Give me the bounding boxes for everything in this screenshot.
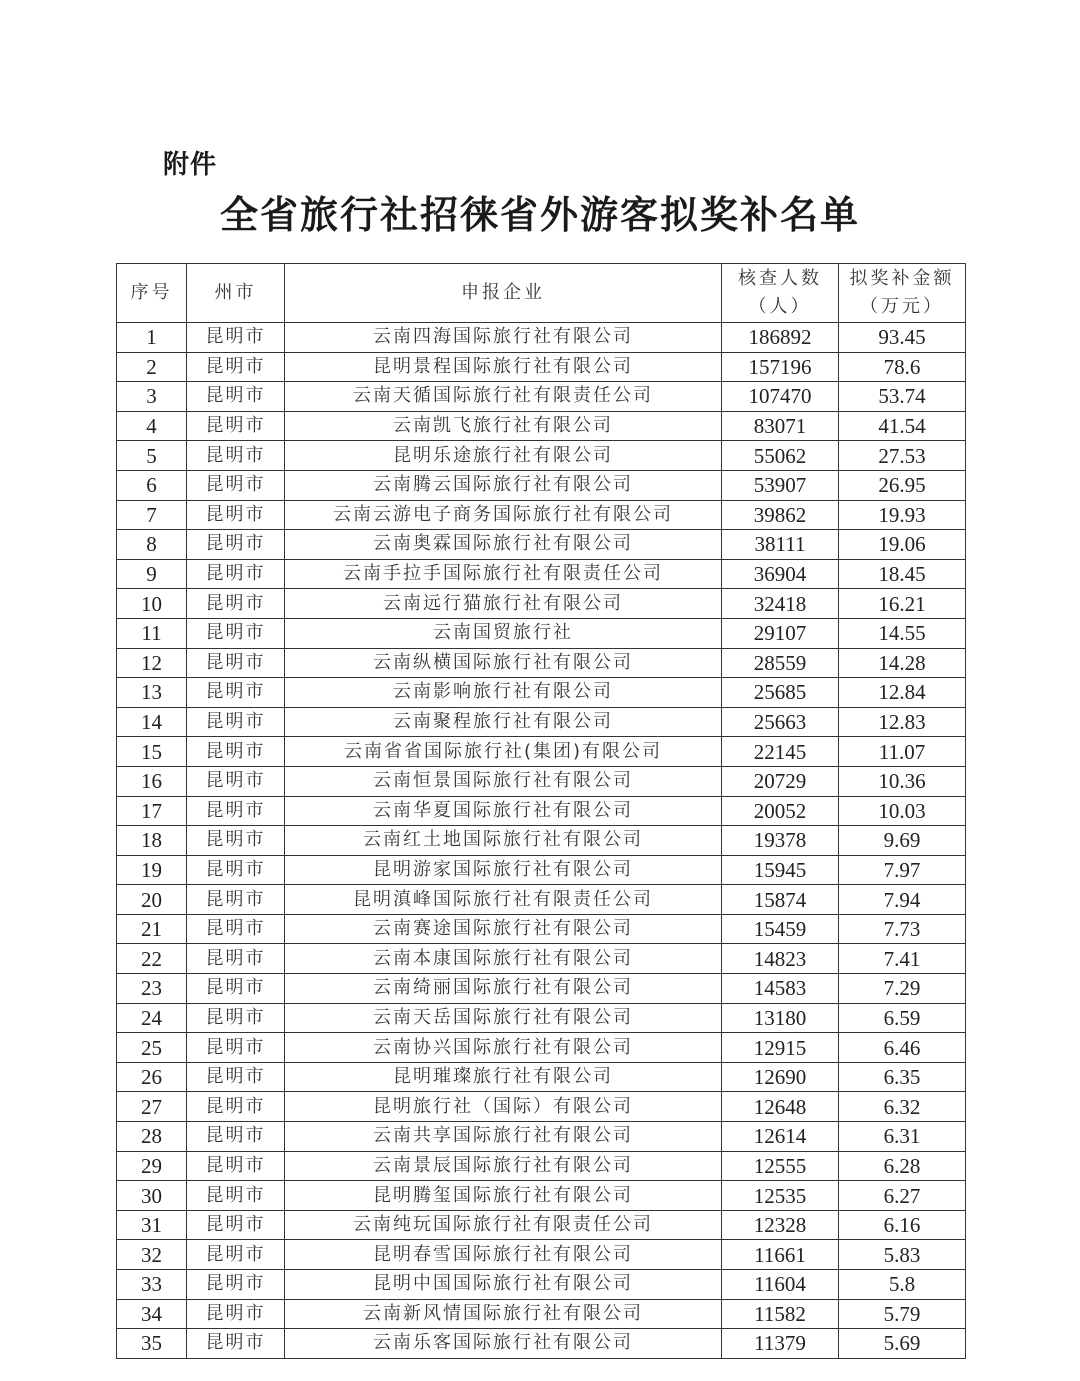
cell-amount: 6.31 [839, 1122, 966, 1152]
cell-company: 昆明滇峰国际旅行社有限责任公司 [285, 885, 722, 915]
cell-amount: 19.06 [839, 530, 966, 560]
table-row [117, 589, 966, 619]
cell-company: 云南纯玩国际旅行社有限责任公司 [285, 1210, 722, 1240]
table-row [117, 411, 966, 441]
cell-index: 4 [117, 411, 187, 441]
cell-visitors: 186892 [722, 323, 839, 353]
cell-visitors: 55062 [722, 441, 839, 471]
table-row [117, 914, 966, 944]
cell-amount: 26.95 [839, 470, 966, 500]
header-amount-line2: （万元） [860, 296, 944, 317]
header-visitors-line2: （人） [748, 296, 812, 317]
cell-index: 12 [117, 648, 187, 678]
cell-index: 35 [117, 1329, 187, 1359]
cell-city: 昆明市 [187, 559, 285, 589]
cell-amount: 5.69 [839, 1329, 966, 1359]
cell-city: 昆明市 [187, 974, 285, 1004]
cell-company: 云南赛途国际旅行社有限公司 [285, 914, 722, 944]
cell-company: 云南奥霖国际旅行社有限公司 [285, 530, 722, 560]
header-company: 申报企业 [285, 264, 722, 323]
cell-company: 云南本康国际旅行社有限公司 [285, 944, 722, 974]
cell-company: 云南聚程旅行社有限公司 [285, 707, 722, 737]
cell-company: 昆明中国国际旅行社有限公司 [285, 1270, 722, 1300]
table-header-row [117, 264, 966, 323]
cell-company: 云南绮丽国际旅行社有限公司 [285, 974, 722, 1004]
cell-city: 昆明市 [187, 1122, 285, 1152]
header-city: 州市 [187, 264, 285, 323]
cell-visitors: 19378 [722, 826, 839, 856]
cell-company: 云南省省国际旅行社(集团)有限公司 [285, 737, 722, 767]
cell-company: 云南恒景国际旅行社有限公司 [285, 766, 722, 796]
cell-city: 昆明市 [187, 796, 285, 826]
cell-city: 昆明市 [187, 1329, 285, 1359]
cell-amount: 53.74 [839, 382, 966, 412]
cell-visitors: 15945 [722, 855, 839, 885]
table-row [117, 648, 966, 678]
cell-index: 17 [117, 796, 187, 826]
header-visitors-line1: 核查人数 [738, 268, 822, 289]
table-row [117, 1092, 966, 1122]
cell-index: 31 [117, 1210, 187, 1240]
cell-amount: 93.45 [839, 323, 966, 353]
cell-city: 昆明市 [187, 678, 285, 708]
table-row [117, 766, 966, 796]
cell-amount: 27.53 [839, 441, 966, 471]
cell-company: 云南四海国际旅行社有限公司 [285, 323, 722, 353]
cell-index: 20 [117, 885, 187, 915]
cell-index: 33 [117, 1270, 187, 1300]
cell-amount: 10.03 [839, 796, 966, 826]
cell-company: 昆明乐途旅行社有限公司 [285, 441, 722, 471]
table-row [117, 885, 966, 915]
cell-city: 昆明市 [187, 885, 285, 915]
cell-amount: 78.6 [839, 352, 966, 382]
cell-city: 昆明市 [187, 470, 285, 500]
document-title: 全省旅行社招徕省外游客拟奖补名单 [219, 192, 860, 237]
cell-visitors: 20729 [722, 766, 839, 796]
header-amount [839, 264, 966, 323]
cell-index: 2 [117, 352, 187, 382]
cell-city: 昆明市 [187, 1181, 285, 1211]
cell-index: 21 [117, 914, 187, 944]
cell-city: 昆明市 [187, 855, 285, 885]
cell-visitors: 157196 [722, 352, 839, 382]
cell-amount: 7.94 [839, 885, 966, 915]
cell-index: 8 [117, 530, 187, 560]
cell-amount: 6.46 [839, 1033, 966, 1063]
cell-city: 昆明市 [187, 707, 285, 737]
cell-city: 昆明市 [187, 1092, 285, 1122]
cell-amount: 14.55 [839, 618, 966, 648]
cell-index: 10 [117, 589, 187, 619]
table-row [117, 1299, 966, 1329]
cell-amount: 41.54 [839, 411, 966, 441]
cell-index: 29 [117, 1151, 187, 1181]
cell-city: 昆明市 [187, 500, 285, 530]
cell-visitors: 36904 [722, 559, 839, 589]
cell-city: 昆明市 [187, 826, 285, 856]
cell-visitors: 29107 [722, 618, 839, 648]
cell-amount: 11.07 [839, 737, 966, 767]
subsidy-table [116, 263, 966, 1359]
cell-visitors: 11661 [722, 1240, 839, 1270]
cell-visitors: 20052 [722, 796, 839, 826]
cell-company: 云南景辰国际旅行社有限公司 [285, 1151, 722, 1181]
cell-amount: 7.97 [839, 855, 966, 885]
cell-amount: 12.84 [839, 678, 966, 708]
cell-visitors: 12690 [722, 1062, 839, 1092]
table-row [117, 855, 966, 885]
table-row [117, 1181, 966, 1211]
cell-visitors: 12648 [722, 1092, 839, 1122]
table-row [117, 1151, 966, 1181]
cell-amount: 6.16 [839, 1210, 966, 1240]
cell-index: 7 [117, 500, 187, 530]
cell-company: 云南华夏国际旅行社有限公司 [285, 796, 722, 826]
cell-company: 云南腾云国际旅行社有限公司 [285, 470, 722, 500]
cell-company: 云南新风情国际旅行社有限公司 [285, 1299, 722, 1329]
cell-amount: 12.83 [839, 707, 966, 737]
cell-visitors: 11582 [722, 1299, 839, 1329]
cell-city: 昆明市 [187, 352, 285, 382]
table-row [117, 1270, 966, 1300]
cell-amount: 6.59 [839, 1003, 966, 1033]
cell-visitors: 14583 [722, 974, 839, 1004]
table-row [117, 944, 966, 974]
cell-company: 云南国贸旅行社 [285, 618, 722, 648]
table-row [117, 352, 966, 382]
table-row [117, 678, 966, 708]
cell-company: 云南云游电子商务国际旅行社有限公司 [285, 500, 722, 530]
table-row [117, 618, 966, 648]
cell-amount: 6.35 [839, 1062, 966, 1092]
cell-visitors: 83071 [722, 411, 839, 441]
cell-visitors: 53907 [722, 470, 839, 500]
cell-index: 16 [117, 766, 187, 796]
cell-company: 云南共享国际旅行社有限公司 [285, 1122, 722, 1152]
cell-index: 28 [117, 1122, 187, 1152]
cell-city: 昆明市 [187, 1270, 285, 1300]
cell-visitors: 22145 [722, 737, 839, 767]
cell-company: 昆明景程国际旅行社有限公司 [285, 352, 722, 382]
cell-visitors: 12555 [722, 1151, 839, 1181]
attachment-label: 附件 [163, 150, 218, 180]
cell-company: 云南纵横国际旅行社有限公司 [285, 648, 722, 678]
cell-visitors: 32418 [722, 589, 839, 619]
table-row [117, 382, 966, 412]
cell-index: 34 [117, 1299, 187, 1329]
cell-visitors: 107470 [722, 382, 839, 412]
cell-city: 昆明市 [187, 1299, 285, 1329]
cell-amount: 6.32 [839, 1092, 966, 1122]
cell-index: 22 [117, 944, 187, 974]
cell-company: 昆明春雪国际旅行社有限公司 [285, 1240, 722, 1270]
table-row [117, 1003, 966, 1033]
cell-amount: 5.83 [839, 1240, 966, 1270]
cell-index: 6 [117, 470, 187, 500]
cell-visitors: 25663 [722, 707, 839, 737]
table-row [117, 500, 966, 530]
cell-index: 32 [117, 1240, 187, 1270]
cell-company: 云南乐客国际旅行社有限公司 [285, 1329, 722, 1359]
header-amount-line1: 拟奖补金额 [849, 268, 955, 289]
cell-index: 19 [117, 855, 187, 885]
cell-index: 27 [117, 1092, 187, 1122]
table-row [117, 1329, 966, 1359]
cell-visitors: 14823 [722, 944, 839, 974]
cell-index: 24 [117, 1003, 187, 1033]
cell-amount: 7.73 [839, 914, 966, 944]
cell-visitors: 12328 [722, 1210, 839, 1240]
cell-visitors: 12614 [722, 1122, 839, 1152]
cell-company: 昆明旅行社（国际）有限公司 [285, 1092, 722, 1122]
cell-city: 昆明市 [187, 1151, 285, 1181]
cell-amount: 6.27 [839, 1181, 966, 1211]
cell-city: 昆明市 [187, 618, 285, 648]
cell-city: 昆明市 [187, 766, 285, 796]
table-row [117, 707, 966, 737]
cell-index: 23 [117, 974, 187, 1004]
cell-city: 昆明市 [187, 441, 285, 471]
cell-visitors: 12535 [722, 1181, 839, 1211]
header-visitors [722, 264, 839, 323]
cell-index: 11 [117, 618, 187, 648]
cell-visitors: 28559 [722, 648, 839, 678]
table-row [117, 826, 966, 856]
table-row [117, 470, 966, 500]
cell-city: 昆明市 [187, 914, 285, 944]
cell-company: 云南手拉手国际旅行社有限责任公司 [285, 559, 722, 589]
cell-index: 3 [117, 382, 187, 412]
table-row [117, 737, 966, 767]
cell-index: 30 [117, 1181, 187, 1211]
cell-amount: 10.36 [839, 766, 966, 796]
cell-amount: 5.79 [839, 1299, 966, 1329]
cell-city: 昆明市 [187, 1240, 285, 1270]
cell-amount: 6.28 [839, 1151, 966, 1181]
cell-amount: 19.93 [839, 500, 966, 530]
cell-city: 昆明市 [187, 1033, 285, 1063]
table-row [117, 796, 966, 826]
table-row [117, 1062, 966, 1092]
header-index: 序号 [117, 264, 187, 323]
cell-visitors: 15459 [722, 914, 839, 944]
table-row [117, 1210, 966, 1240]
cell-city: 昆明市 [187, 737, 285, 767]
cell-visitors: 11379 [722, 1329, 839, 1359]
cell-city: 昆明市 [187, 323, 285, 353]
cell-city: 昆明市 [187, 589, 285, 619]
cell-city: 昆明市 [187, 1062, 285, 1092]
cell-amount: 5.8 [839, 1270, 966, 1300]
cell-index: 26 [117, 1062, 187, 1092]
cell-visitors: 39862 [722, 500, 839, 530]
cell-visitors: 25685 [722, 678, 839, 708]
table-row [117, 1240, 966, 1270]
cell-amount: 18.45 [839, 559, 966, 589]
cell-city: 昆明市 [187, 1210, 285, 1240]
table-row [117, 530, 966, 560]
table-row [117, 1033, 966, 1063]
cell-index: 18 [117, 826, 187, 856]
cell-index: 25 [117, 1033, 187, 1063]
cell-index: 15 [117, 737, 187, 767]
cell-amount: 14.28 [839, 648, 966, 678]
cell-company: 昆明腾玺国际旅行社有限公司 [285, 1181, 722, 1211]
cell-company: 云南影响旅行社有限公司 [285, 678, 722, 708]
cell-visitors: 13180 [722, 1003, 839, 1033]
cell-index: 14 [117, 707, 187, 737]
cell-visitors: 11604 [722, 1270, 839, 1300]
cell-amount: 7.29 [839, 974, 966, 1004]
cell-company: 云南天岳国际旅行社有限公司 [285, 1003, 722, 1033]
table-row [117, 974, 966, 1004]
cell-city: 昆明市 [187, 411, 285, 441]
table-body [117, 323, 966, 1359]
cell-company: 云南凯飞旅行社有限公司 [285, 411, 722, 441]
cell-amount: 7.41 [839, 944, 966, 974]
table-row [117, 559, 966, 589]
cell-company: 云南协兴国际旅行社有限公司 [285, 1033, 722, 1063]
table-row [117, 323, 966, 353]
cell-company: 云南远行猫旅行社有限公司 [285, 589, 722, 619]
table-row [117, 441, 966, 471]
cell-visitors: 15874 [722, 885, 839, 915]
cell-index: 9 [117, 559, 187, 589]
cell-index: 13 [117, 678, 187, 708]
cell-company: 昆明璀璨旅行社有限公司 [285, 1062, 722, 1092]
cell-city: 昆明市 [187, 530, 285, 560]
cell-city: 昆明市 [187, 382, 285, 412]
cell-city: 昆明市 [187, 944, 285, 974]
cell-visitors: 12915 [722, 1033, 839, 1063]
cell-city: 昆明市 [187, 648, 285, 678]
cell-visitors: 38111 [722, 530, 839, 560]
cell-city: 昆明市 [187, 1003, 285, 1033]
table-row [117, 1122, 966, 1152]
cell-company: 昆明游家国际旅行社有限公司 [285, 855, 722, 885]
cell-amount: 16.21 [839, 589, 966, 619]
cell-company: 云南天循国际旅行社有限责任公司 [285, 382, 722, 412]
cell-index: 5 [117, 441, 187, 471]
cell-amount: 9.69 [839, 826, 966, 856]
cell-company: 云南红土地国际旅行社有限公司 [285, 826, 722, 856]
cell-index: 1 [117, 323, 187, 353]
